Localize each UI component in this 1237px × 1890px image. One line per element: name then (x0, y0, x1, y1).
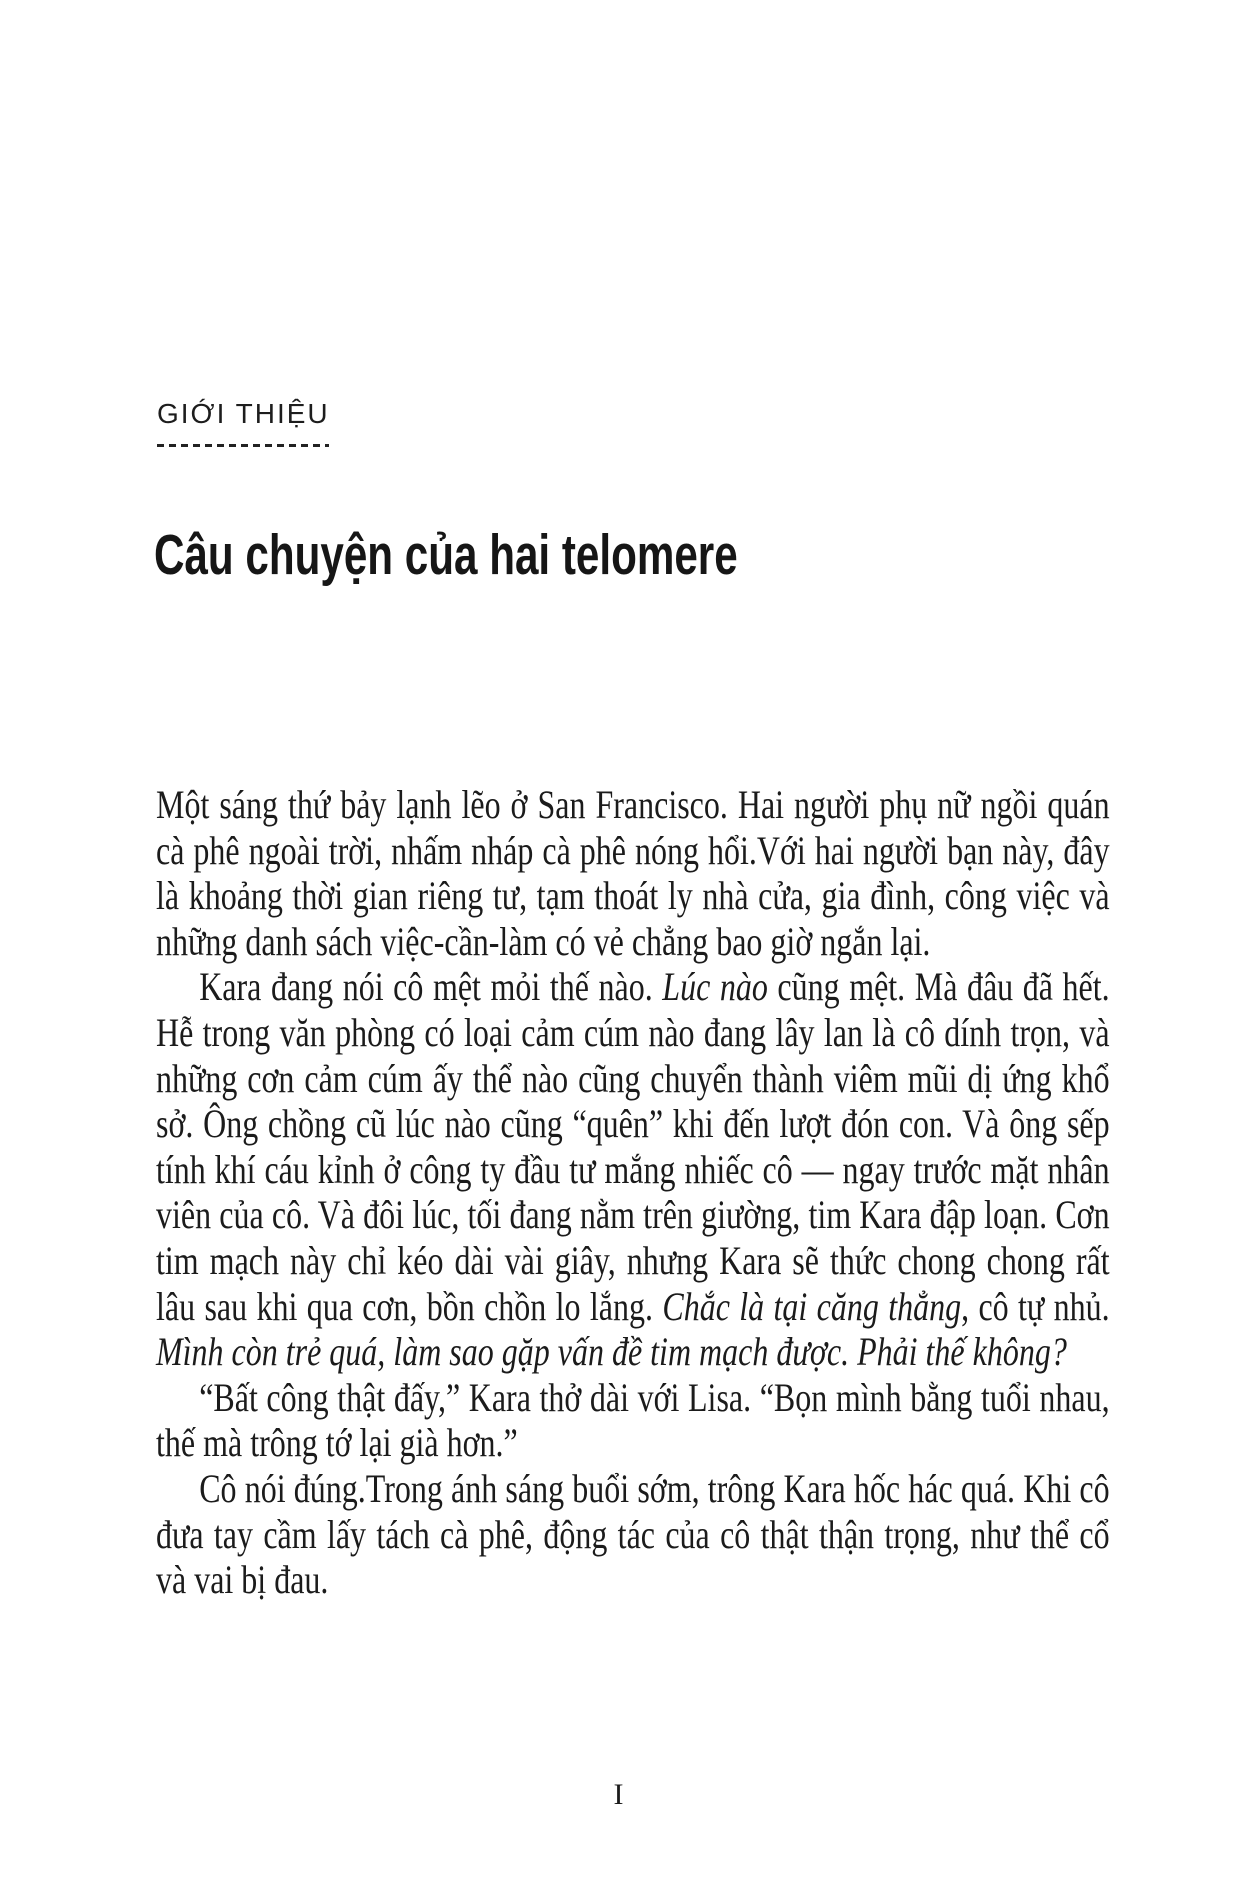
paragraph (156, 1466, 1110, 1603)
italic-run: Mình còn trẻ quá, làm sao gặp vấn đề tim mạch được. Phải thế không? (156, 1329, 1067, 1375)
text-run: Kara đang nói cô mệt mỏi thế nào. (199, 964, 663, 1010)
paragraph (156, 964, 1110, 1374)
paragraph (156, 1375, 1110, 1466)
italic-run: Chắc là tại căng thẳng (662, 1283, 962, 1329)
italic-run: Lúc nào (662, 964, 768, 1010)
dashed-rule (157, 444, 329, 447)
body-text (156, 782, 1110, 1603)
text-run: cũng mệt. Mà đâu đã hết. Hễ trong văn phòng có loại cảm cúm nào đang lây lan là cô dính trọn, và những cơn cảm cúm ấy thể nào cũng chuyển thành viêm mũi dị ứng khổ sở. Ông chồng cũ lúc nào cũng “quên” khi đến lượt đón con. Và ông sếp tính khí cáu kỉnh ở công ty đầu tư mắng nhiếc cô — ngay trước mặt nhân viên của cô. Và đôi lúc, tối đang nằm trên giường, tim Kara đập loạn. Cơn tim mạch này chỉ kéo dài vài giây, nhưng Kara sẽ thức chong chong rất lâu sau khi qua cơn, bồn chồn lo lắng. (156, 964, 1110, 1329)
text-run: Cô nói đúng.Trong ánh sáng buổi sớm, trông Kara hốc hác quá. Khi cô đưa tay cầm lấy tách cà phê, động tác của cô thật thận trọng, như thể cổ và vai bị đau. (156, 1465, 1110, 1603)
paragraph (156, 782, 1110, 964)
page-number: I (613, 1778, 624, 1811)
section-kicker: GIỚI THIỆU (157, 398, 330, 429)
text-run: “Bất công thật đấy,” Kara thở dài với Lisa. “Bọn mình bằng tuổi nhau, thế mà trông tớ lại già hơn.” (156, 1374, 1110, 1466)
text-run: , cô tự nhủ. (961, 1283, 1110, 1329)
text-run: Một sáng thứ bảy lạnh lẽo ở San Francisco. Hai người phụ nữ ngồi quán cà phê ngoài trời, nhấm nháp cà phê nóng hổi.Với hai người bạn này, đây là khoảng thời gian riêng tư, tạm thoát ly nhà cửa, gia đình, công việc và những danh sách việc-cần-làm có vẻ chẳng bao giờ ngắn lại. (156, 782, 1110, 964)
chapter-title: Câu chuyện của hai telomere (154, 523, 738, 587)
